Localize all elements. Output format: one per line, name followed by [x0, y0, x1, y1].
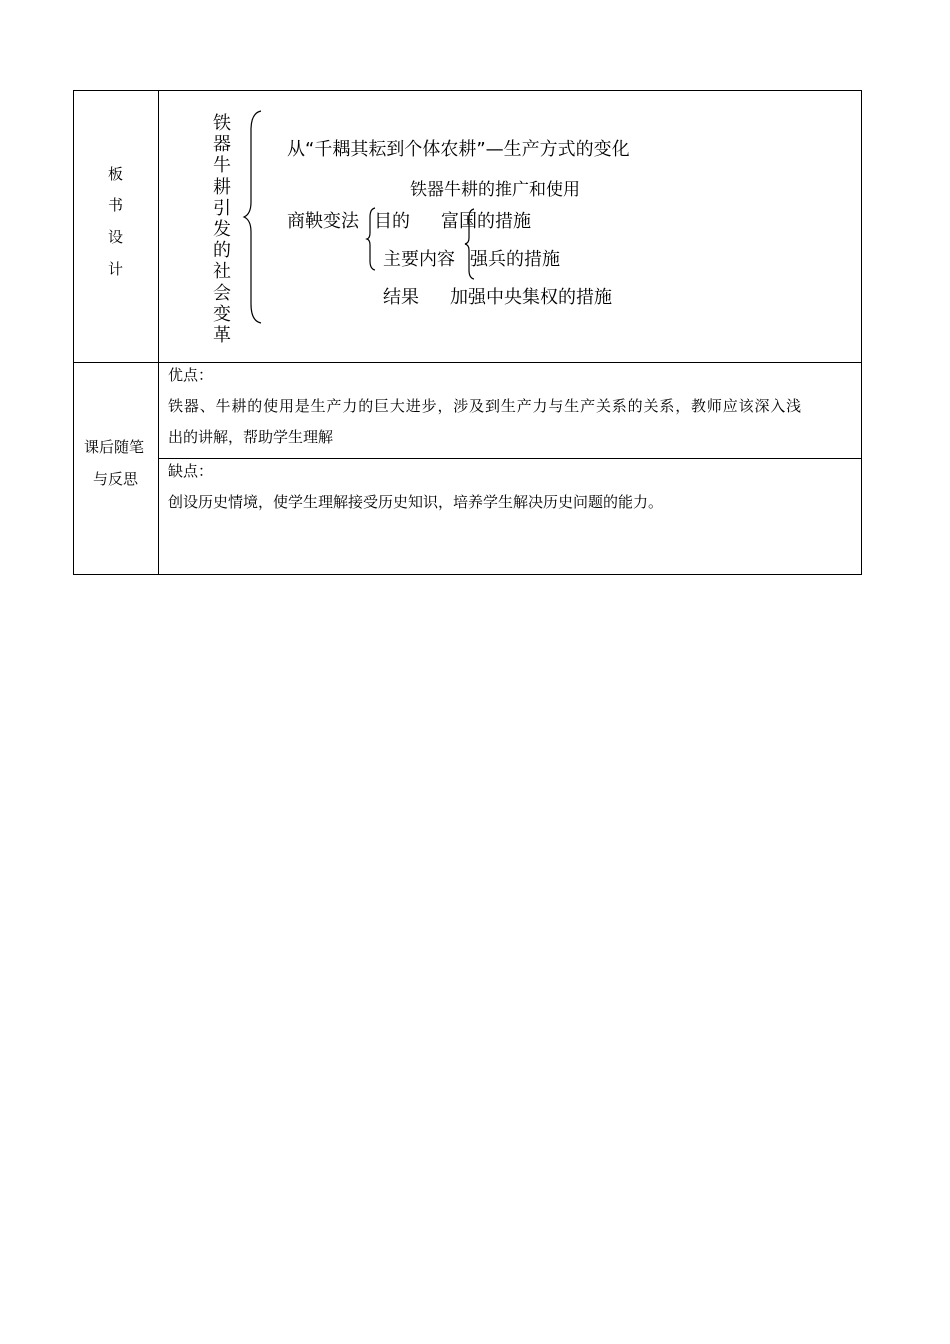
measure-centralization: 加强中央集权的措施 [450, 287, 612, 308]
board-line-production: 从“千耦其耘到个体农耕”—生产方式的变化 [287, 139, 630, 160]
reflection-label-line2: 与反思 [93, 470, 139, 488]
left-curly-brace-icon [243, 110, 263, 324]
board-label-char: 板 [108, 165, 124, 183]
board-vertical-title: 铁器牛耕引发的社会变革 [213, 113, 231, 347]
reform-content: 主要内容 [383, 249, 455, 270]
measure-rich-country: 富国的措施 [441, 211, 531, 232]
pros-cons-divider [158, 458, 862, 459]
pros-heading: 优点： [168, 366, 214, 384]
board-line-partial [410, 180, 610, 200]
measure-strong-army: 强兵的措施 [470, 249, 560, 270]
row-divider [73, 362, 862, 363]
reflection-label-line1: 课后随笔 [84, 438, 145, 456]
cons-heading: 缺点： [168, 462, 214, 480]
label-column-divider [158, 90, 159, 575]
cons-text: 创设历史情境，使学生理解接受历史知识，培养学生解决历史问题的能力。 [168, 493, 664, 511]
pros-text-line1: 铁器、牛耕的使用是生产力的巨大进步，涉及到生产力与生产关系的关系，教师应该深入浅 [168, 397, 803, 415]
board-line-partial-text: 铁器牛耕的推广和使用 [410, 180, 580, 200]
reform-label: 商鞅变法 [287, 211, 359, 232]
reform-purpose: 目的 [374, 211, 410, 232]
reform-result: 结果 [383, 287, 419, 308]
board-label-char: 书 [108, 196, 124, 214]
pros-text-line2: 出的讲解，帮助学生理解 [168, 428, 334, 446]
board-label-char: 计 [108, 260, 124, 278]
board-label-char: 设 [108, 228, 124, 246]
